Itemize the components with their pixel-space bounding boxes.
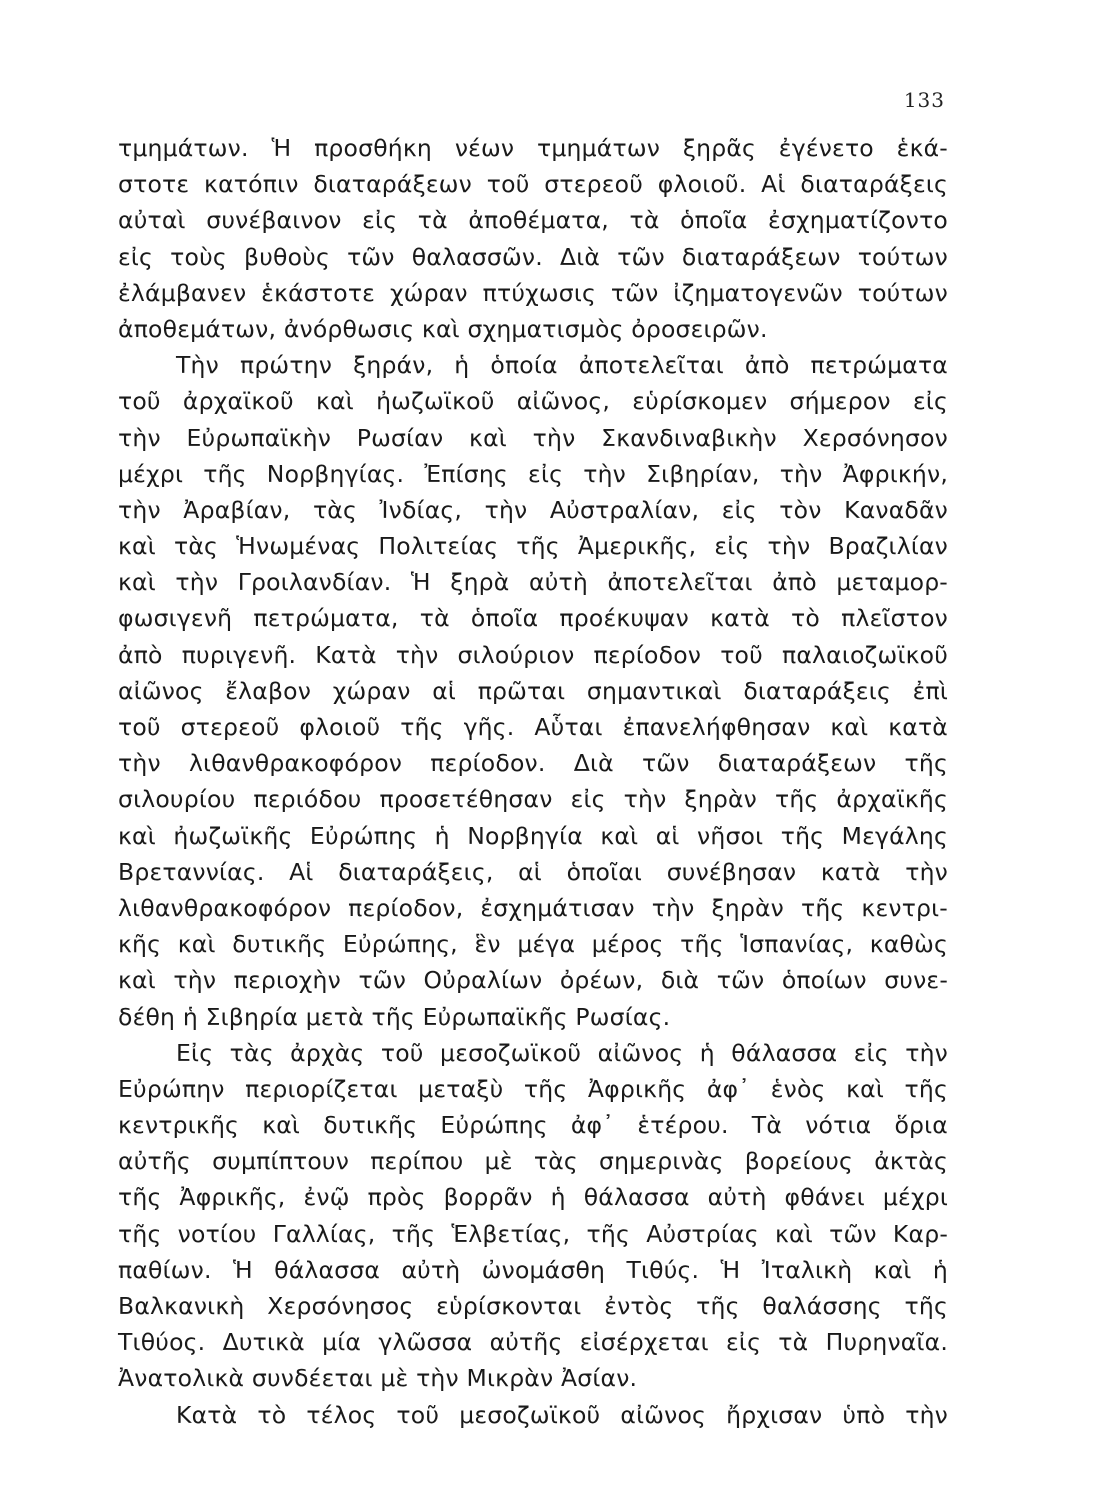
text-line: αἰῶνος ἔλαβον χώραν αἱ πρῶται σημαντικαὶ διαταράξεις ἐπὶ — [118, 676, 948, 705]
text-line: κῆς καὶ δυτικῆς Εὐρώπης, ἓν μέγα μέρος τῆς Ἱσπανίας, καθὼς — [118, 930, 948, 959]
text-line: μέχρι τῆς Νορβηγίας. Ἐπίσης εἰς τὴν Σιβηρίαν, τὴν Ἀφρικήν, — [118, 459, 948, 488]
text-line: κεντρικῆς καὶ δυτικῆς Εὐρώπης ἀφ᾽ ἑτέρου. Τὰ νότια ὅρια — [118, 1111, 948, 1140]
text-line: τῆς νοτίου Γαλλίας, τῆς Ἑλβετίας, τῆς Αὐστρίας καὶ τῶν Καρ- — [118, 1219, 948, 1248]
text-line: εἰς τοὺς βυθοὺς τῶν θαλασσῶν. Διὰ τῶν διαταράξεων τούτων — [118, 242, 948, 271]
text-line: τῆς Ἀφρικῆς, ἐνῷ πρὸς βορρᾶν ἡ θάλασσα αὐτὴ φθάνει μέχρι — [118, 1183, 948, 1212]
text-line: δέθη ἡ Σιβηρία μετὰ τῆς Εὐρωπαϊκῆς Ρωσίας. — [118, 1002, 671, 1031]
text-line: λιθανθρακοφόρον περίοδον, ἐσχημάτισαν τὴν ξηρὰν τῆς κεντρι- — [118, 893, 948, 922]
text-line: Ἀνατολικὰ συνδέεται μὲ τὴν Μικρὰν Ἀσίαν. — [118, 1364, 638, 1393]
text-line: τμημάτων. Ἡ προσθήκη νέων τμημάτων ξηρᾶς ἐγένετο ἑκά- — [118, 134, 948, 162]
text-line: Βρεταννίας. Αἱ διαταράξεις, αἱ ὁποῖαι συνέβησαν κατὰ τὴν — [118, 857, 948, 886]
text-line: ἀπὸ πυριγενῆ. Κατὰ τὴν σιλούριον περίοδον τοῦ παλαιοζωϊκοῦ — [118, 640, 948, 669]
text-line: στοτε κατόπιν διαταράξεων τοῦ στερεοῦ φλοιοῦ. Αἱ διαταράξεις — [118, 170, 948, 199]
text-line: τὴν Εὐρωπαϊκὴν Ρωσίαν καὶ τὴν Σκανδιναβικὴν Χερσόνησον — [118, 423, 948, 452]
text-line: τὴν λιθανθρακοφόρον περίοδον. Διὰ τῶν διαταράξεων τῆς — [118, 749, 948, 778]
text-line: παθίων. Ἡ θάλασσα αὐτὴ ὠνομάσθη Τιθύς. Ἡ Ἰταλικὴ καὶ ἡ — [118, 1255, 948, 1284]
text-line: καὶ τὰς Ἡνωμένας Πολιτείας τῆς Ἀμερικῆς, εἰς τὴν Βραζιλίαν — [118, 532, 948, 561]
body-text — [118, 130, 948, 1433]
text-line: Τιθύος. Δυτικὰ μία γλῶσσα αὐτῆς εἰσέρχεται εἰς τὰ Πυρηναῖα. — [118, 1328, 948, 1357]
text-line: καὶ ἠωζωϊκῆς Εὐρώπης ἡ Νορβηγία καὶ αἱ νῆσοι τῆς Μεγάλης — [118, 821, 948, 850]
text-line: Εἰς τὰς ἀρχὰς τοῦ μεσοζωϊκοῦ αἰῶνος ἡ θάλασσα εἰς τὴν — [176, 1038, 948, 1067]
text-line: ἐλάμβανεν ἑκάστοτε χώραν πτύχωσις τῶν ἰζηματογενῶν τούτων — [118, 278, 948, 307]
page-number: 133 — [903, 88, 945, 112]
text-line: Κατὰ τὸ τέλος τοῦ μεσοζωϊκοῦ αἰῶνος ἤρχισαν ὑπὸ τὴν — [176, 1400, 948, 1429]
text-line: τὴν Ἀραβίαν, τὰς Ἰνδίας, τὴν Αὐστραλίαν, εἰς τὸν Καναδᾶν — [118, 495, 948, 524]
text-line: σιλουρίου περιόδου προσετέθησαν εἰς τὴν ξηρὰν τῆς ἀρχαϊκῆς — [118, 785, 948, 814]
text-line: αὐταὶ συνέβαινον εἰς τὰ ἀποθέματα, τὰ ὁποῖα ἐσχηματίζοντο — [118, 206, 948, 235]
text-line: καὶ τὴν περιοχὴν τῶν Οὐραλίων ὀρέων, διὰ τῶν ὁποίων συνε- — [118, 966, 948, 995]
text-line: τοῦ ἀρχαϊκοῦ καὶ ἠωζωϊκοῦ αἰῶνος, εὑρίσκομεν σήμερον εἰς — [118, 387, 948, 416]
text-line: φωσιγενῆ πετρώματα, τὰ ὁποῖα προέκυψαν κατὰ τὸ πλεῖστον — [118, 604, 948, 633]
text-line: ἀποθεμάτων, ἀνόρθωσις καὶ σχηματισμὸς ὀροσειρῶν. — [118, 314, 768, 343]
text-line: καὶ τὴν Γροιλανδίαν. Ἡ ξηρὰ αὐτὴ ἀποτελεῖται ἀπὸ μεταμορ- — [118, 568, 948, 597]
text-line: αὐτῆς συμπίπτουν περίπου μὲ τὰς σημερινὰς βορείους ἀκτὰς — [118, 1147, 948, 1176]
text-line: τοῦ στερεοῦ φλοιοῦ τῆς γῆς. Αὗται ἐπανελήφθησαν καὶ κατὰ — [118, 713, 948, 741]
text-line: Τὴν πρώτην ξηράν, ἡ ὁποία ἀποτελεῖται ἀπὸ πετρώματα — [176, 351, 948, 380]
text-line: Βαλκανικὴ Χερσόνησος εὑρίσκονται ἐντὸς τῆς θαλάσσης τῆς — [118, 1292, 948, 1320]
text-line: Εὐρώπην περιορίζεται μεταξὺ τῆς Ἀφρικῆς ἀφ᾽ ἑνὸς καὶ τῆς — [118, 1074, 948, 1103]
